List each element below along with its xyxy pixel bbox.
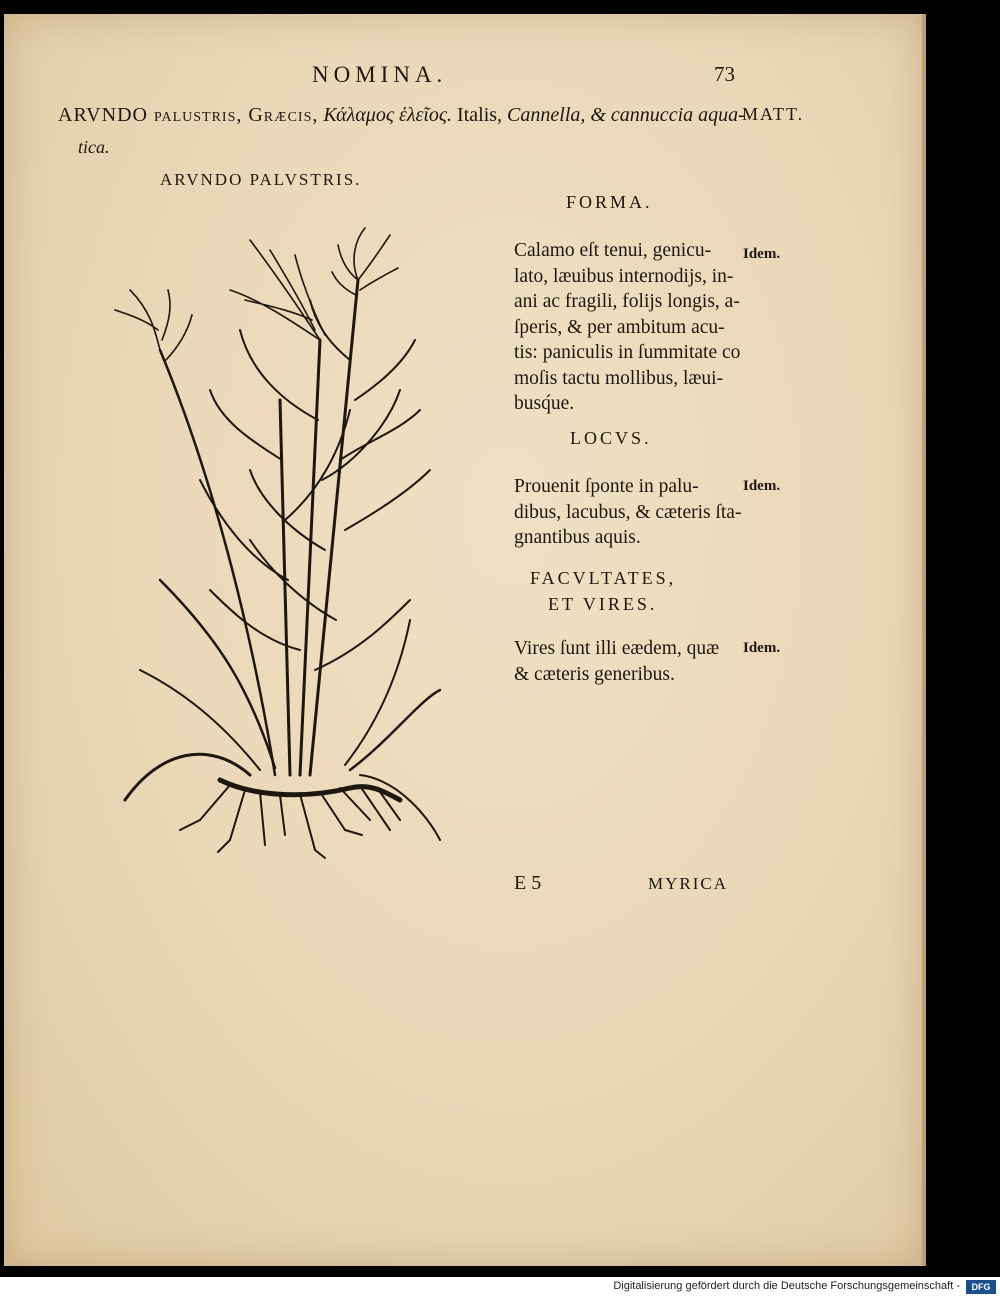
text-line: ani ac fragili, folijs longis, a- <box>514 291 740 312</box>
page-number: 73 <box>714 62 735 86</box>
page-edge <box>922 14 926 1266</box>
latin-name: ARVNDO paluſtris, Græcis, <box>58 104 319 126</box>
text-line: & cæteris generibus. <box>514 663 675 685</box>
marginal-note: Idem. <box>743 246 781 262</box>
text-line: busq́ue. <box>514 393 575 414</box>
signature-mark: E 5 <box>514 872 542 894</box>
reed-woodcut-illustration <box>100 220 450 860</box>
text-line: Calamo eſt tenui, genicu- <box>514 240 712 261</box>
running-title: NOMINA. <box>312 62 448 87</box>
author-marginal: MATT. <box>742 104 805 124</box>
greek-name: Κάλαμος ἑλεῖος. <box>323 104 453 126</box>
italian-name: Cannella, & cannuccia aqua- <box>507 104 745 126</box>
section-text-locus <box>514 474 741 551</box>
text-line: moſis tactu mollibus, læui- <box>514 367 724 389</box>
catchword: MYRICA <box>648 874 729 893</box>
text-line: gnantibus aquis. <box>514 527 641 548</box>
section-heading-facultates: FACVLTATES, <box>530 568 677 588</box>
text-line: ſperis, & per ambitum acu- <box>514 316 725 338</box>
text-line: lato, læuibus internodijs, in- <box>514 265 734 287</box>
dfg-logo: DFG <box>966 1280 996 1294</box>
text-line: dibus, lacubus, & cæteris ſta- <box>514 501 742 523</box>
marginal-note: Idem. <box>743 478 781 494</box>
section-text-forma <box>514 238 740 417</box>
section-text-facultates <box>514 636 719 687</box>
section-heading-forma: FORMA. <box>566 192 653 212</box>
nomina-line <box>58 104 745 127</box>
text-line: Prouenit ſponte in palu- <box>514 476 699 497</box>
footer-bar <box>0 1277 1000 1297</box>
nomina-continuation: tica. <box>78 137 110 157</box>
text-line: Vires ſunt illi eædem, quæ <box>514 638 720 659</box>
section-heading-vires: ET VIRES. <box>548 594 658 614</box>
figure-caption: ARVNDO PALVSTRIS. <box>160 170 362 189</box>
italian-label: Italis, <box>457 104 503 126</box>
section-heading-locus: LOCVS. <box>570 428 652 448</box>
funding-credit: Digitalisierung gefördert durch die Deutsche Forschungsgemeinschaft - <box>613 1280 960 1292</box>
marginal-note: Idem. <box>743 640 781 656</box>
text-line: tis: paniculis in ſummitate co <box>514 342 741 363</box>
